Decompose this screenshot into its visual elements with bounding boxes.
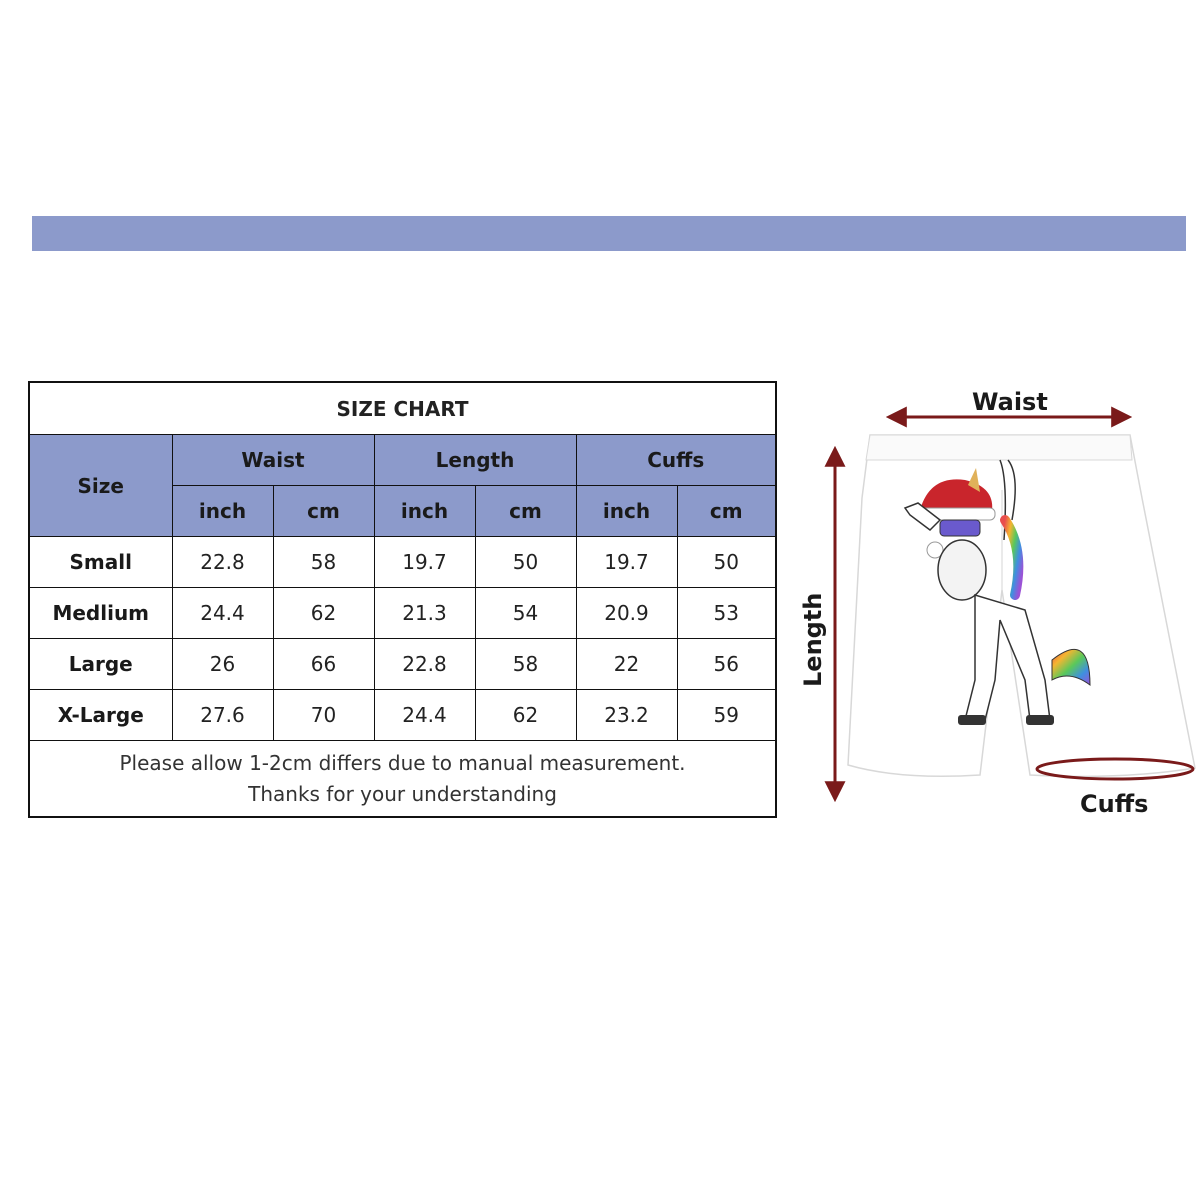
cuffs-group-header: Cuffs: [576, 435, 776, 486]
table-row: [29, 588, 776, 639]
table-cell: 23.2: [576, 690, 677, 741]
note-line-1: Please allow 1-2cm differs due to manual measurement.: [119, 750, 686, 775]
table-row: [29, 690, 776, 741]
table-cell: 62: [273, 588, 374, 639]
length-label: Length: [799, 592, 827, 687]
size-column-header: Size: [29, 435, 172, 537]
table-cell: 21.3: [374, 588, 475, 639]
table-cell: 70: [273, 690, 374, 741]
table-title: SIZE CHART: [29, 382, 776, 435]
row-label: Medlium: [29, 588, 172, 639]
table-cell: 19.7: [576, 537, 677, 588]
table-cell: 53: [677, 588, 776, 639]
table-cell: 19.7: [374, 537, 475, 588]
table-cell: 50: [677, 537, 776, 588]
unit-header: inch: [172, 486, 273, 537]
table-cell: 62: [475, 690, 576, 741]
row-label: Small: [29, 537, 172, 588]
shorts-diagram: [790, 380, 1200, 830]
table-cell: 50: [475, 537, 576, 588]
unit-header: inch: [374, 486, 475, 537]
unit-header: cm: [677, 486, 776, 537]
table-cell: 20.9: [576, 588, 677, 639]
table-cell: 22: [576, 639, 677, 690]
table-row: [29, 639, 776, 690]
table-cell: 22.8: [374, 639, 475, 690]
header-banner: [32, 216, 1186, 251]
table-cell: 59: [677, 690, 776, 741]
waist-label: Waist: [972, 388, 1048, 416]
note-line-2: Thanks for your understanding: [248, 781, 557, 806]
table-cell: 58: [273, 537, 374, 588]
unit-header: inch: [576, 486, 677, 537]
table-cell: 24.4: [172, 588, 273, 639]
measurement-note: [29, 741, 776, 818]
row-label: X-Large: [29, 690, 172, 741]
table-cell: 54: [475, 588, 576, 639]
table-cell: 66: [273, 639, 374, 690]
length-group-header: Length: [374, 435, 576, 486]
table-row: [29, 537, 776, 588]
table-cell: 56: [677, 639, 776, 690]
shorts-illustration: [790, 380, 1200, 830]
table-cell: 26: [172, 639, 273, 690]
waist-group-header: Waist: [172, 435, 374, 486]
shorts-outline: [848, 435, 1195, 776]
table-cell: 27.6: [172, 690, 273, 741]
row-label: Large: [29, 639, 172, 690]
unit-header: cm: [475, 486, 576, 537]
unit-header: cm: [273, 486, 374, 537]
size-chart-table: [28, 381, 777, 818]
table-cell: 58: [475, 639, 576, 690]
table-cell: 22.8: [172, 537, 273, 588]
table-cell: 24.4: [374, 690, 475, 741]
cuffs-label: Cuffs: [1080, 790, 1149, 818]
